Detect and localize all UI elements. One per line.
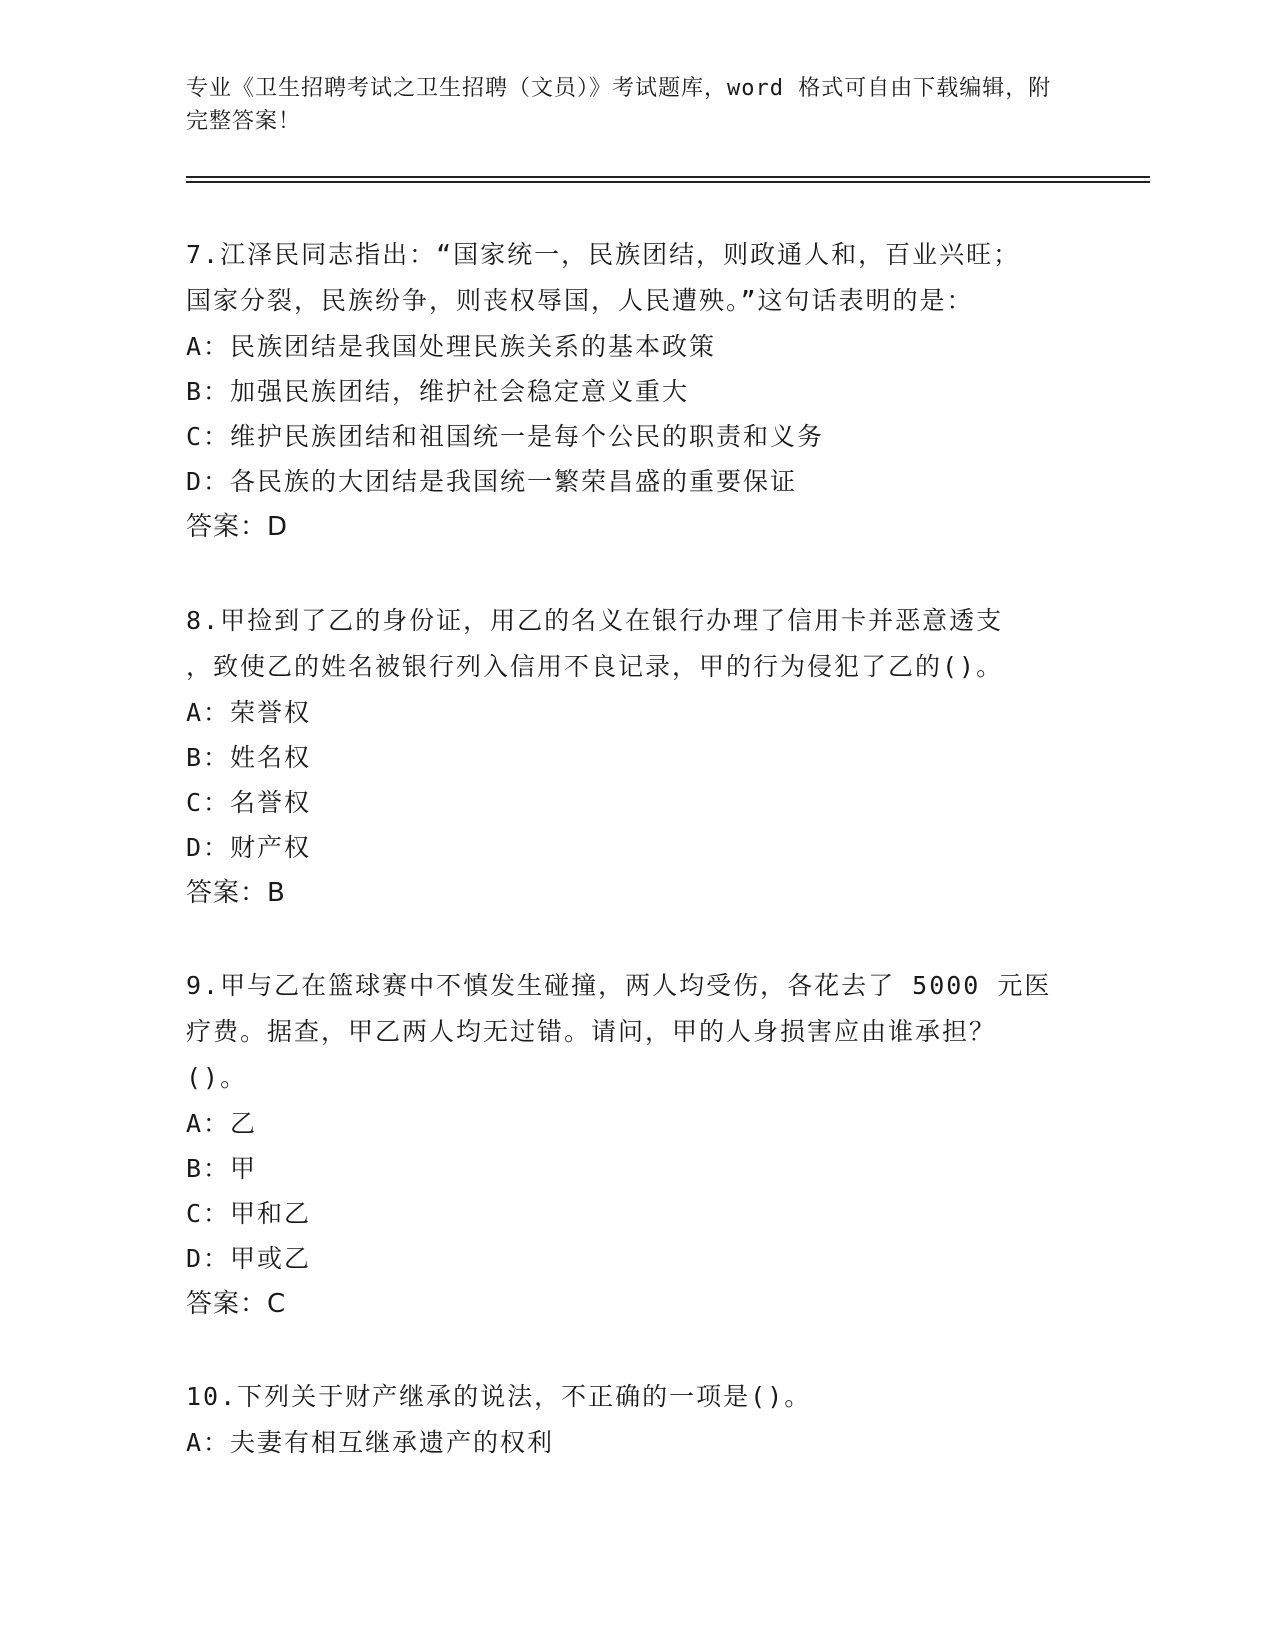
answer: 答案：D: [186, 512, 289, 542]
question-stem-line: 疗费。据查，甲乙两人均无过错。请问，甲的人身损害应由谁承担？: [186, 1017, 997, 1046]
option-a: A：夫妻有相互继承遗产的权利: [186, 1428, 555, 1457]
answer: 答案：C: [186, 1289, 287, 1319]
option-a: A：乙: [186, 1109, 258, 1138]
question-7: [186, 232, 1086, 550]
question-10: [186, 1374, 1086, 1465]
option-c: C：维护民族团结和祖国统一是每个公民的职责和义务: [186, 422, 825, 451]
question-stem-line: ()。: [186, 1063, 248, 1092]
option-d: D：财产权: [186, 833, 312, 862]
question-stem-line: 9.甲与乙在篮球赛中不慎发生碰撞，两人均受伤，各花去了 5000 元医: [186, 971, 1052, 1000]
document-header: [186, 72, 1066, 138]
option-b: B：加强民族团结，维护社会稳定意义重大: [186, 377, 690, 406]
question-stem-line: 10.下列关于财产继承的说法，不正确的一项是()。: [186, 1382, 812, 1411]
question-stem-line: ，致使乙的姓名被银行列入信用不良记录，甲的行为侵犯了乙的()。: [186, 652, 1004, 681]
answer: 答案：B: [186, 878, 286, 908]
question-stem-line: 7.江泽民同志指出：“国家统一，民族团结，则政通人和，百业兴旺；: [186, 240, 1021, 269]
question-stem-line: 国家分裂，民族纷争，则丧权辱国，人民遭殃。”这句话表明的是：: [186, 286, 974, 315]
option-b: B：姓名权: [186, 743, 312, 772]
question-8: [186, 598, 1086, 916]
question-stem-line: 8.甲捡到了乙的身份证，用乙的名义在银行办理了信用卡并恶意透支: [186, 606, 1004, 635]
question-9: [186, 963, 1086, 1327]
option-a: A：民族团结是我国处理民族关系的基本政策: [186, 332, 717, 361]
header-divider-bottom: [186, 181, 1150, 183]
option-c: C：名誉权: [186, 788, 312, 817]
option-d: D：甲或乙: [186, 1244, 312, 1273]
header-intro: 专业《卫生招聘考试之卫生招聘（文员）》考试题库，word 格式可自由下载编辑，附完整答案！: [186, 76, 1052, 134]
header-divider-top: [186, 176, 1150, 178]
option-d: D：各民族的大团结是我国统一繁荣昌盛的重要保证: [186, 467, 798, 496]
option-a: A：荣誉权: [186, 698, 312, 727]
option-c: C：甲和乙: [186, 1199, 312, 1228]
option-b: B：甲: [186, 1154, 258, 1183]
